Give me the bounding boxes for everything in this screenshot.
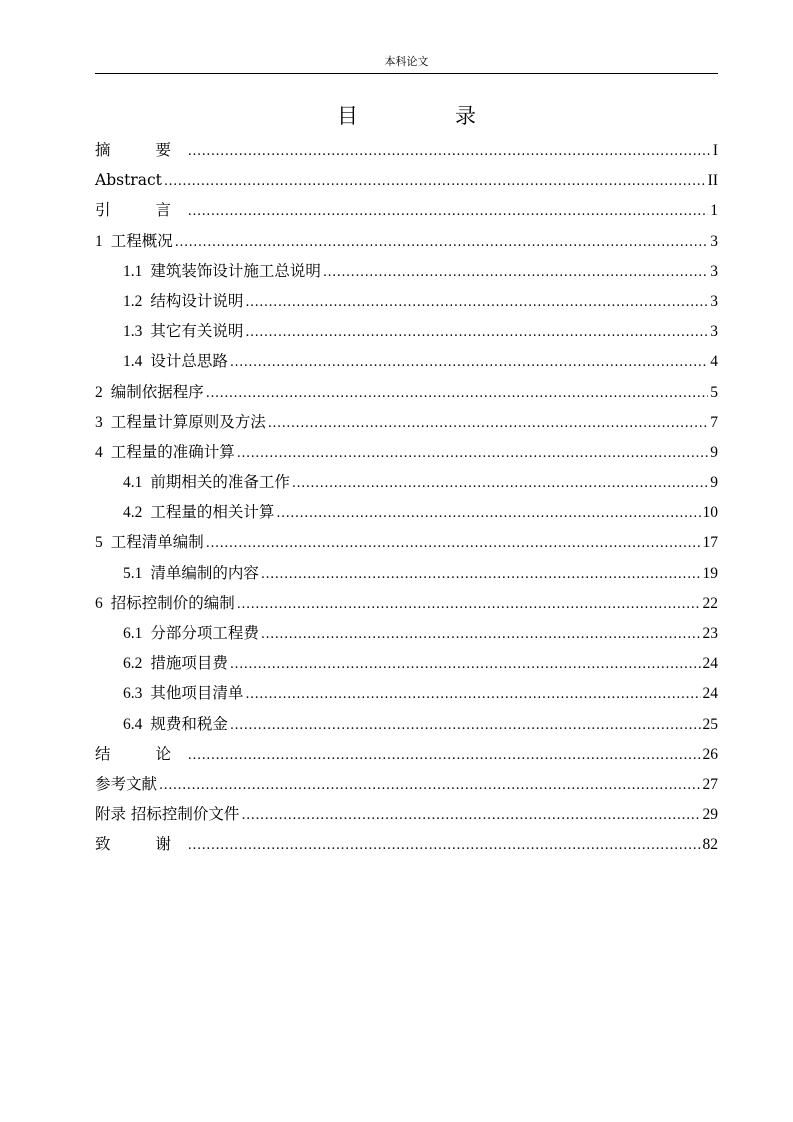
dot-leader (230, 650, 701, 680)
toc-entry-text: 前期相关的准备工作 (150, 473, 290, 492)
toc-entry[interactable] (95, 829, 718, 859)
toc-entry[interactable] (95, 769, 718, 799)
toc-entry[interactable] (95, 437, 718, 467)
toc-page-number: 3 (710, 262, 718, 280)
toc-entry[interactable] (95, 407, 718, 437)
toc-entry-label (95, 799, 239, 829)
toc-page-number: 82 (702, 836, 718, 854)
toc-entry-label (95, 377, 204, 408)
toc-entry-number: 6.3 (123, 685, 143, 703)
toc-page-number: 10 (702, 504, 718, 522)
toc-entry-label (123, 497, 274, 528)
toc-entry[interactable] (95, 588, 718, 618)
toc-page-number: 9 (710, 443, 718, 461)
toc-entry[interactable] (95, 648, 718, 678)
toc-page-number: 24 (702, 685, 718, 703)
table-of-contents (95, 135, 718, 860)
dot-leader (188, 197, 709, 227)
toc-page-number: 4 (710, 353, 718, 371)
toc-entry[interactable] (95, 165, 718, 195)
toc-page-number: 19 (702, 564, 718, 582)
toc-entry-number: 6 (95, 594, 103, 612)
toc-entry-label (95, 195, 186, 225)
toc-entry[interactable] (95, 346, 718, 376)
dot-leader (245, 680, 700, 710)
toc-entry-label (123, 467, 290, 498)
toc-page-number: 17 (702, 534, 718, 552)
toc-entry-label (95, 527, 204, 558)
dot-leader (159, 771, 700, 801)
toc-entry-text: 附录 招标控制价文件 (95, 805, 240, 824)
toc-title: 目 录 (337, 104, 514, 128)
toc-page-number: 29 (702, 806, 718, 824)
toc-entry-label (95, 226, 173, 257)
toc-entry[interactable] (95, 377, 718, 407)
toc-entry[interactable] (95, 256, 718, 286)
toc-entry-text: 工程清单编制 (110, 533, 204, 552)
toc-entry-label (95, 407, 266, 438)
toc-page-number: 5 (710, 383, 718, 401)
dot-leader (245, 318, 708, 348)
dot-leader (188, 741, 701, 771)
toc-entry[interactable] (95, 558, 718, 588)
toc-entry-label (95, 739, 186, 769)
toc-page-number: 23 (702, 625, 718, 642)
toc-entry-text: 其它有关说明 (150, 322, 244, 341)
dot-leader (164, 167, 706, 197)
toc-entry-label (123, 346, 228, 377)
toc-page-number: I (712, 142, 718, 159)
toc-entry[interactable] (95, 497, 718, 527)
toc-page-number: 26 (702, 745, 718, 763)
toc-entry[interactable] (95, 135, 718, 165)
dot-leader (292, 469, 708, 499)
toc-entry-label (123, 286, 243, 317)
dot-leader (188, 831, 701, 861)
toc-entry[interactable] (95, 316, 718, 346)
toc-entry-text: 摘 要 (95, 141, 186, 159)
toc-page-number: 22 (702, 594, 718, 612)
dot-leader (230, 711, 701, 741)
dot-leader (237, 439, 708, 469)
toc-entry[interactable] (95, 467, 718, 497)
toc-entry-text: Abstract (95, 171, 162, 190)
toc-entry[interactable] (95, 799, 718, 829)
dot-leader (323, 258, 708, 288)
toc-entry-text: 规费和税金 (150, 714, 228, 733)
dot-leader (241, 801, 700, 831)
dot-leader (206, 529, 701, 559)
toc-entry-number: 1.3 (123, 323, 143, 341)
toc-entry-label (95, 769, 157, 799)
dot-leader (261, 560, 701, 590)
toc-entry-number: 4.1 (123, 474, 143, 492)
toc-entry-text: 分部分项工程费 (150, 624, 259, 642)
toc-entry-text: 清单编制的内容 (150, 563, 259, 582)
toc-entry-number: 6.4 (123, 715, 143, 733)
toc-entry-number: 1.1 (123, 262, 143, 280)
toc-entry-number: 3 (95, 413, 103, 431)
toc-entry[interactable] (95, 195, 718, 225)
toc-entry-label (95, 588, 235, 619)
toc-entry-text: 引 言 (95, 201, 186, 220)
dot-leader (175, 228, 708, 258)
toc-entry-text: 致 谢 (95, 835, 186, 854)
toc-entry-text: 编制依据程序 (110, 382, 204, 401)
toc-page-number: 27 (702, 775, 718, 793)
toc-entry-label (123, 316, 243, 347)
dot-leader (276, 499, 700, 529)
toc-entry-label (123, 618, 259, 649)
toc-page-number: 3 (710, 323, 718, 341)
toc-entry-text: 措施项目费 (150, 654, 228, 673)
dot-leader (188, 137, 711, 167)
toc-entry-number: 4.2 (123, 504, 143, 522)
toc-entry-number: 6.1 (123, 625, 143, 642)
toc-page-number: 9 (710, 474, 718, 492)
toc-entry-label (95, 829, 186, 859)
toc-entry-label (123, 709, 228, 740)
toc-entry-label (95, 135, 186, 165)
toc-entry-label (95, 165, 162, 195)
toc-entry-text: 工程量计算原则及方法 (110, 412, 266, 431)
toc-page-number: 3 (710, 292, 718, 310)
toc-entry[interactable] (95, 678, 718, 708)
toc-entry-text: 结构设计说明 (150, 291, 244, 310)
toc-entry-text: 参考文献 (95, 774, 158, 793)
toc-entry-text: 建筑装饰设计施工总说明 (150, 261, 321, 280)
toc-entry-label (95, 437, 235, 468)
toc-entry[interactable] (95, 739, 718, 769)
toc-entry-number: 1 (95, 232, 103, 250)
toc-entry-text: 招标控制价的编制 (110, 593, 235, 612)
toc-entry[interactable] (95, 618, 718, 648)
header-rule (95, 73, 718, 74)
toc-entry-text: 其他项目清单 (150, 684, 244, 703)
toc-entry-number: 5.1 (123, 564, 143, 582)
toc-entry-label (123, 648, 228, 679)
toc-page-number: 7 (710, 413, 718, 431)
dot-leader (206, 379, 708, 409)
toc-entry-label (123, 558, 259, 589)
dot-leader (261, 620, 701, 650)
toc-entry-number: 4 (95, 443, 103, 461)
dot-leader (245, 288, 708, 318)
toc-entry[interactable] (95, 226, 718, 256)
toc-entry-text: 工程概况 (110, 231, 173, 250)
toc-page-number: 24 (702, 655, 718, 673)
toc-entry-number: 6.2 (123, 655, 143, 673)
toc-entry-label (123, 256, 321, 287)
toc-page-number: 25 (702, 715, 718, 733)
toc-entry-number: 2 (95, 383, 103, 401)
toc-entry[interactable] (95, 286, 718, 316)
toc-entry-text: 设计总思路 (150, 352, 228, 371)
dot-leader (237, 590, 701, 620)
running-header: 本科论文 (384, 55, 429, 68)
toc-page-number: II (707, 172, 718, 190)
toc-entry-text: 工程量的准确计算 (110, 442, 235, 461)
toc-page-number: 3 (710, 232, 718, 250)
toc-entry-number: 1.4 (123, 353, 143, 371)
dot-leader (230, 348, 708, 378)
toc-entry[interactable] (95, 709, 718, 739)
toc-entry-number: 1.2 (123, 292, 143, 310)
toc-entry-text: 结 论 (95, 744, 186, 763)
toc-page-number: 1 (710, 202, 718, 220)
dot-leader (268, 409, 708, 439)
toc-entry-number: 5 (95, 534, 103, 552)
toc-entry-text: 工程量的相关计算 (150, 503, 275, 522)
toc-entry-label (123, 678, 243, 709)
toc-entry[interactable] (95, 527, 718, 557)
